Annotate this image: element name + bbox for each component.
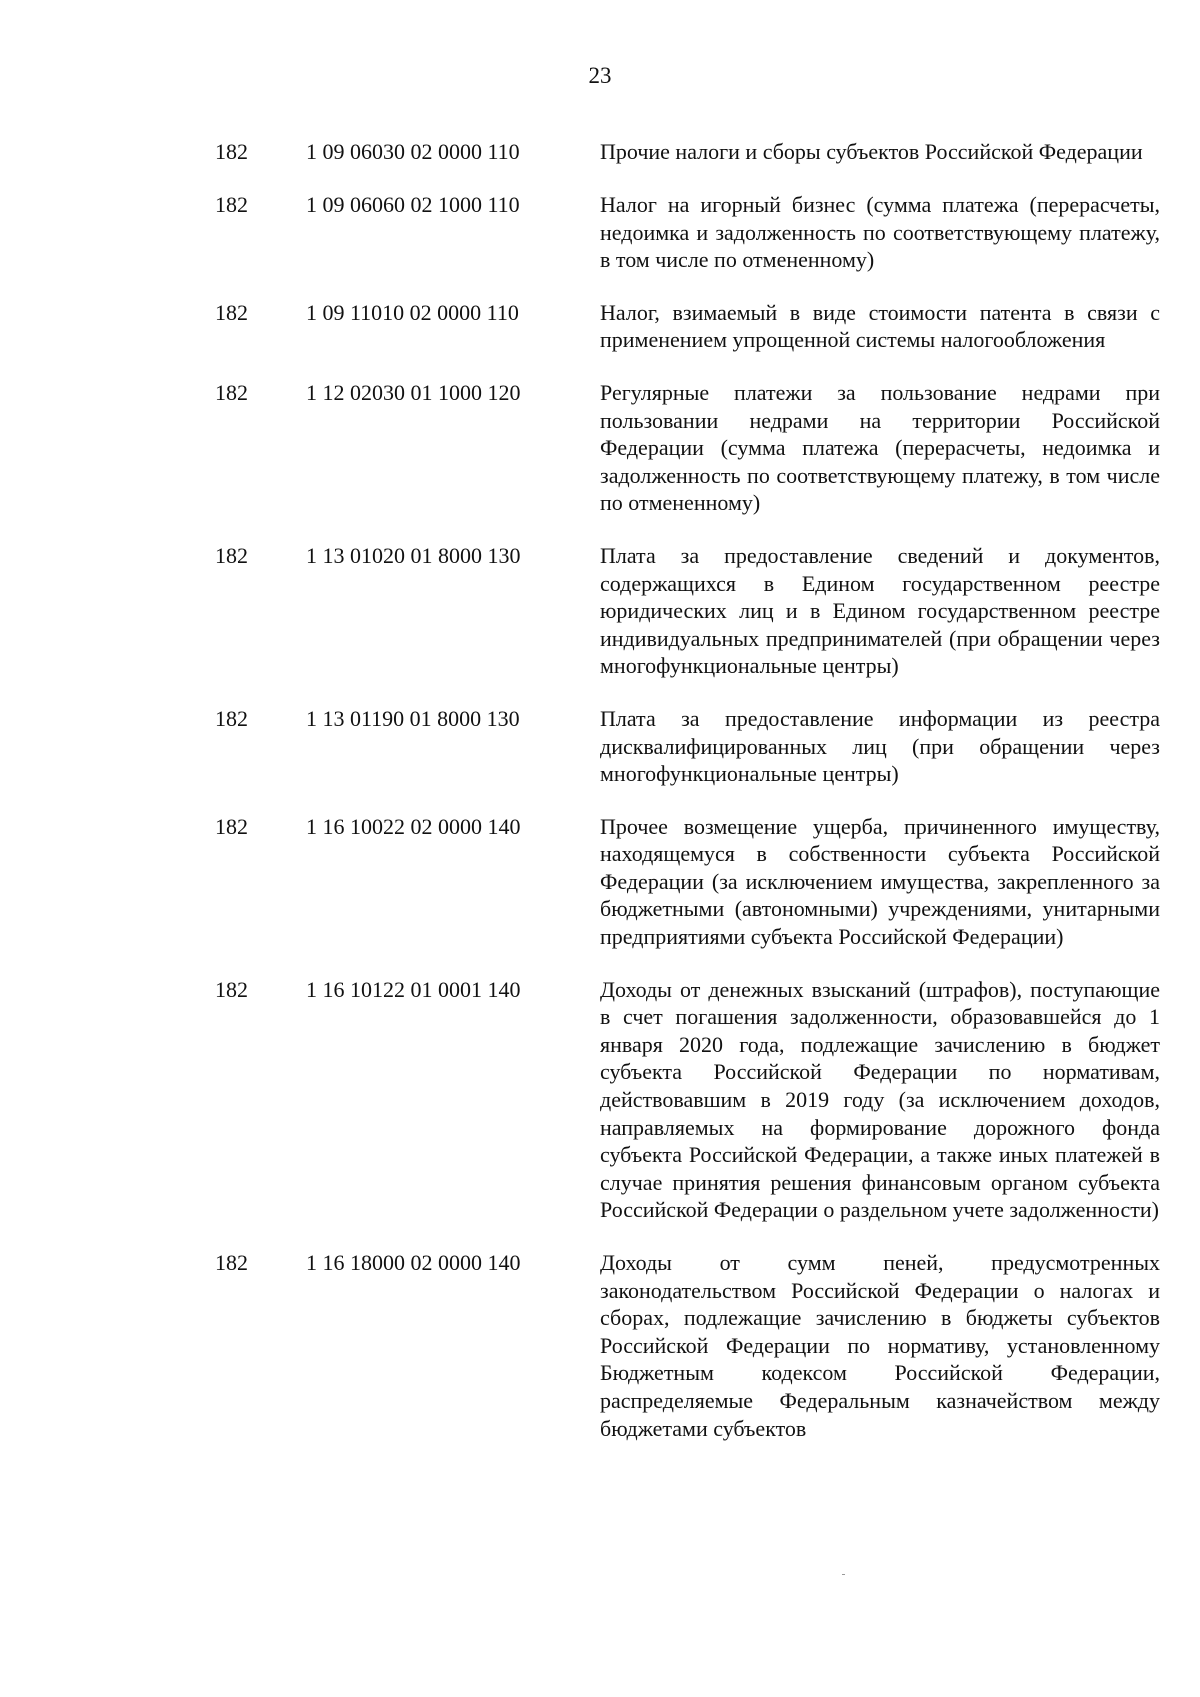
revenue-name: Налог, взимаемый в виде стоимости патента в связи с применением упрощенной системы налогообложения bbox=[600, 299, 1160, 353]
revenue-name: Доходы от сумм пеней, предусмотренных законодательством Российской Федерации о налогах и сборах, подлежащие зачислению в бюджеты субъектов Российской Федерации по нормативу, установленному Бюджетным кодексом Российской Федерации, распределяемые Федеральным казначейством между бюджетами субъектов bbox=[600, 1250, 1160, 1441]
table-row bbox=[0, 138, 1200, 166]
table-row bbox=[0, 299, 1200, 354]
budget-classification-code: 1 13 01020 01 8000 130 bbox=[306, 542, 521, 568]
administrator-code: 182 bbox=[215, 976, 248, 1002]
administrator-code: 182 bbox=[215, 192, 248, 217]
table-row bbox=[0, 813, 1200, 951]
table-row bbox=[0, 976, 1200, 1224]
table-row bbox=[0, 379, 1200, 517]
budget-classification-code: 1 16 10022 02 0000 140 bbox=[306, 813, 521, 839]
revenue-code-table bbox=[0, 138, 1200, 1467]
budget-classification-code: 1 13 01190 01 8000 130 bbox=[306, 705, 520, 731]
revenue-name: Регулярные платежи за пользование недрами при пользовании недрами на территории Российской Федерации (сумма платежа (перерасчеты, недоимка и задолженность по соответствующему платежу, в том числе по отмененному) bbox=[600, 379, 1160, 516]
revenue-name: Плата за предоставление информации из реестра дисквалифицированных лиц (при обращении через многофункциональные центры) bbox=[600, 705, 1160, 787]
table-row bbox=[0, 191, 1200, 274]
budget-classification-code: 1 16 10122 01 0001 140 bbox=[306, 976, 521, 1002]
administrator-code: 182 bbox=[215, 139, 248, 164]
table-row bbox=[0, 542, 1200, 680]
revenue-name: Налог на игорный бизнес (сумма платежа (перерасчеты, недоимка и задолженность по соответствующему платежу, в том числе по отмененному) bbox=[600, 192, 1160, 273]
budget-classification-code: 1 09 06030 02 0000 110 bbox=[306, 139, 520, 164]
page-number: 23 bbox=[588, 63, 612, 88]
table-row bbox=[0, 1249, 1200, 1442]
administrator-code: 182 bbox=[215, 542, 248, 568]
revenue-name: Прочее возмещение ущерба, причиненного имуществу, находящемуся в собственности субъекта Российской Федерации (за исключением имущества, закрепленного за бюджетными (автономными) учреждениями, унитарными предприятиями субъекта Российской Федерации) bbox=[600, 813, 1160, 950]
administrator-code: 182 bbox=[215, 705, 248, 731]
administrator-code: 182 bbox=[215, 813, 248, 839]
table-row bbox=[0, 705, 1200, 788]
budget-classification-code: 1 12 02030 01 1000 120 bbox=[306, 379, 521, 405]
budget-classification-code: 1 09 11010 02 0000 110 bbox=[306, 299, 519, 325]
budget-classification-code: 1 09 06060 02 1000 110 bbox=[306, 192, 520, 217]
revenue-name: Плата за предоставление сведений и документов, содержащихся в Едином государственном реестре юридических лиц и в Едином государственном реестре индивидуальных предпринимателей (при обращении через многофункциональные центры) bbox=[600, 542, 1160, 679]
scan-speck bbox=[842, 1574, 845, 1575]
administrator-code: 182 bbox=[215, 1250, 248, 1275]
revenue-name: Прочие налоги и сборы субъектов Российской Федерации bbox=[600, 139, 1143, 164]
administrator-code: 182 bbox=[215, 299, 248, 325]
budget-classification-code: 1 16 18000 02 0000 140 bbox=[306, 1250, 521, 1275]
revenue-name: Доходы от денежных взысканий (штрафов), поступающие в счет погашения задолженности, образовавшейся до 1 января 2020 года, подлежащие зачислению в бюджет субъекта Российской Федерации по нормативам, действовавшим в 2019 году (за исключением доходов, направляемых на формирование дорожного фонда субъекта Российской Федерации, а также иных платежей в случае принятия решения финансовым органом субъекта Российской Федерации о раздельном учете задолженности) bbox=[600, 976, 1160, 1223]
administrator-code: 182 bbox=[215, 379, 248, 405]
